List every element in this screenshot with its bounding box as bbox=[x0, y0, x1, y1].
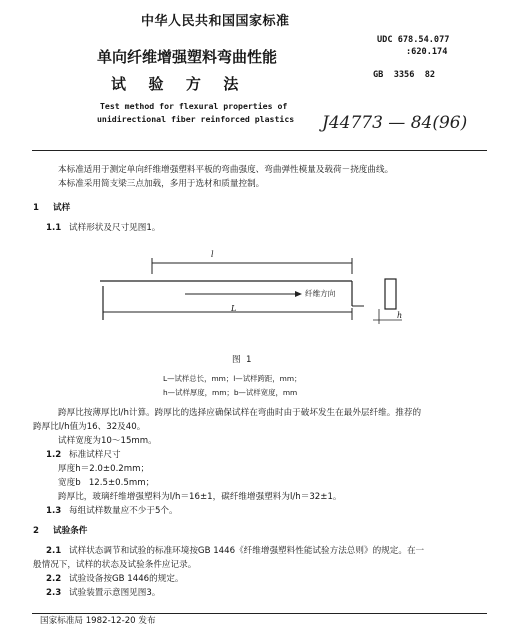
thickness-label: h bbox=[397, 311, 403, 320]
specimen-cross-section bbox=[385, 279, 396, 309]
clause-2-3-text: 试验装置示意图见图3。 bbox=[69, 588, 161, 598]
clause-2-2-number: 2.2 bbox=[46, 574, 62, 584]
footer-divider bbox=[32, 613, 487, 614]
clause-1-1-number: 1.1 bbox=[46, 223, 62, 233]
clause-2-1-text-line2: 般情况下，试样的状态及试验条件应记录。 bbox=[33, 560, 197, 570]
header-divider bbox=[32, 150, 487, 151]
figure-1-caption: 图 1 bbox=[232, 355, 252, 365]
intro-paragraph-line1: 本标准适用于测定单向纤维增强塑料平板的弯曲强度、弯曲弹性模量及载荷－挠度曲线。 bbox=[58, 165, 394, 175]
clause-2-2-text: 试验设备按GB 1446的规定。 bbox=[69, 574, 184, 584]
clause-1-1-text: 试样形状及尺寸见图1。 bbox=[69, 223, 161, 233]
clause-1-2-number: 1.2 bbox=[46, 450, 62, 460]
clause-2-1-text-line1: 试样状态调节和试验的标准环境按GB 1446《纤维增强塑料性能试验方法总则》的规定。在一 bbox=[69, 546, 425, 556]
issuer-footer: 国家标准局 1982-12-20 发布 bbox=[40, 616, 156, 626]
figure-1-legend-line1: L—试样总长，mm；l—试样跨距，mm； bbox=[163, 374, 302, 383]
thickness-spec: 厚度h＝2.0±0.2mm； bbox=[58, 464, 150, 474]
standard-org-heading: 中华人民共和国国家标准 bbox=[141, 14, 290, 29]
document-title-line2: 试 验 方 法 bbox=[111, 75, 243, 93]
section-1-number: 1 bbox=[33, 203, 39, 213]
span-ratio-spec: 跨厚比，玻璃纤维增强塑料为l/h＝16±1，碳纤维增强塑料为l/h＝32±1。 bbox=[58, 492, 342, 502]
handwritten-annotation: J44773 — 84(96) bbox=[322, 113, 468, 133]
clause-2-1-number: 2.1 bbox=[46, 546, 62, 556]
specimen-width-text: 试样宽度为10～15mm。 bbox=[58, 436, 157, 446]
span-label: l bbox=[211, 250, 214, 259]
fiber-direction-label: 纤维方向 bbox=[305, 289, 336, 298]
udc-code-line2: :620.174 bbox=[406, 47, 448, 57]
gb-standard-number: GB 3356 82 bbox=[373, 70, 436, 80]
section-1-title: 试样 bbox=[53, 203, 71, 213]
span-ratio-paragraph-line2: 跨厚比l/h值为16、32及40。 bbox=[33, 422, 146, 432]
document-title-line1: 单向纤维增强塑料弯曲性能 bbox=[97, 48, 278, 66]
clause-1-3-number: 1.3 bbox=[46, 506, 62, 516]
total-length-label: L bbox=[231, 304, 237, 313]
specimen-diagram bbox=[90, 248, 420, 348]
clause-1-2-title: 标准试样尺寸 bbox=[69, 450, 121, 460]
intro-paragraph-line2: 本标准采用简支梁三点加载，多用于选材和质量控制。 bbox=[58, 179, 265, 189]
figure-1-legend-line2: h—试样厚度，mm；b—试样宽度，mm bbox=[163, 388, 298, 397]
section-2-number: 2 bbox=[33, 526, 39, 536]
span-ratio-paragraph-line1: 跨厚比按薄厚比l/h计算。跨厚比的选择应确保试样在弯曲时由于破坏发生在最外层纤维。推荐的 bbox=[58, 408, 422, 418]
section-2-title: 试验条件 bbox=[53, 526, 88, 536]
width-spec: 宽度b 12.5±0.5mm； bbox=[58, 478, 155, 488]
udc-code-line1: UDC 678.54.077 bbox=[377, 35, 450, 45]
clause-1-3-text: 每组试样数量应不少于5个。 bbox=[69, 506, 178, 516]
english-title-line2: unidirectional fiber reinforced plastics bbox=[97, 114, 295, 124]
clause-2-3-number: 2.3 bbox=[46, 588, 62, 598]
english-title-line1: Test method for flexural properties of bbox=[100, 101, 288, 111]
